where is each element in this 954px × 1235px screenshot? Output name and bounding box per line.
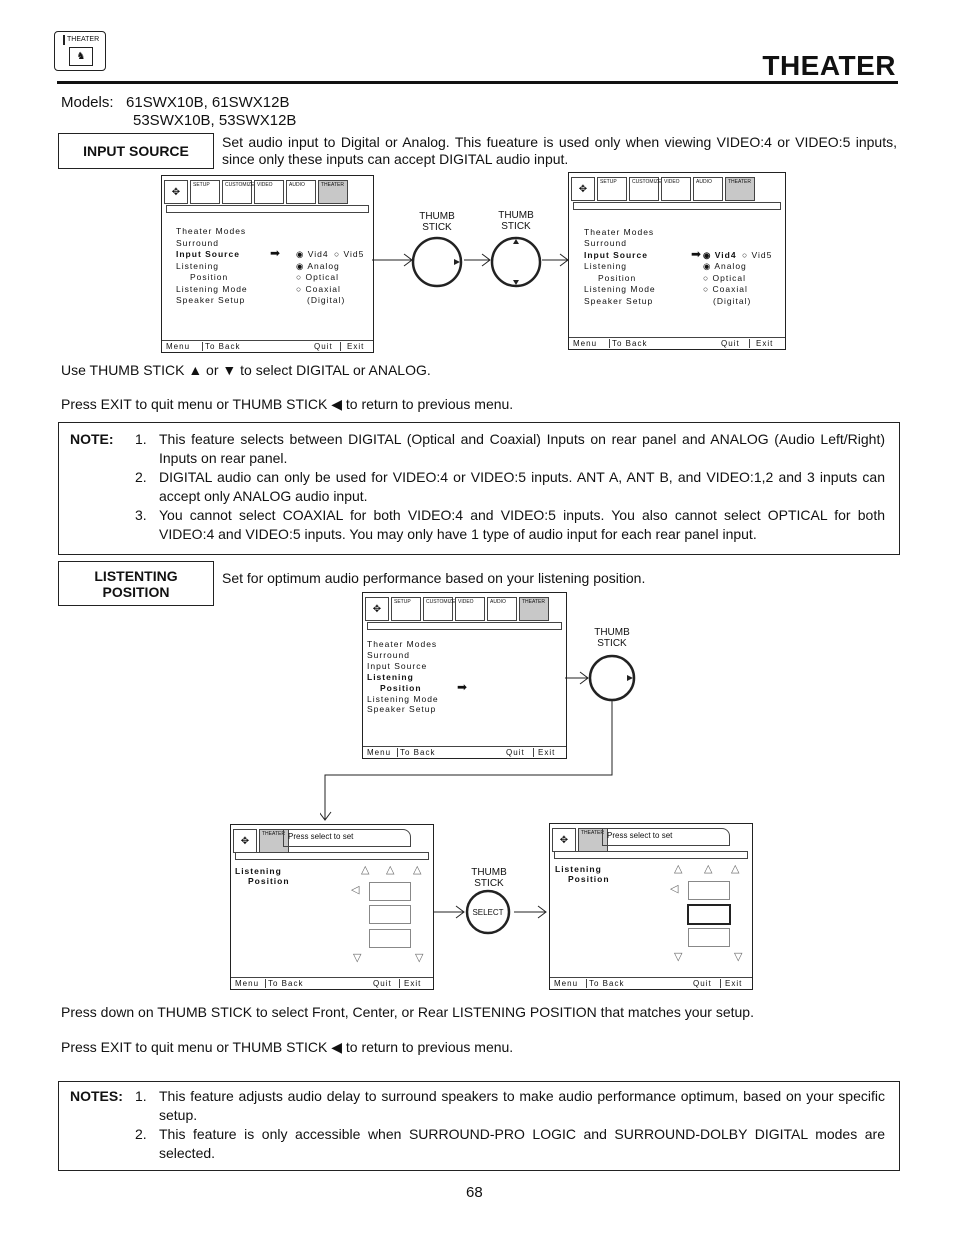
speaker-icon: △ [386,864,396,876]
selection-arrow-icon: ➡ [457,680,469,694]
tab-setup: SETUP [190,180,220,204]
menu-tab-bar [571,177,755,199]
menu-item-listening: Listening [235,866,282,876]
note-item: 1. This feature selects between DIGITAL (Optical and Coaxial) Inputs on rear panel and ANALOG (Audio Left/Right) Inputs on rear panel. [135,431,885,466]
tab-theater: THEATER [259,829,289,853]
theater-seat-icon: ♞ [69,47,93,66]
menu-item-listening: Listening [176,261,220,271]
thumb-stick-label-2: THUMB STICK [498,210,534,232]
menu-footer: Menu To Back Quit Exit [550,977,752,989]
tab-audio: AUDIO [286,180,316,204]
menu-footer: Menu To Back Quit Exit [162,340,373,352]
models-label: Models: [61,94,114,111]
notes-list [135,1087,885,1163]
listening-position-description: Set for optimum audio performance based on your listening position. [222,570,646,586]
tab-theater: THEATER [725,177,755,201]
listening-position-select-screen-1 [230,824,434,990]
instruction-exit-2: Press EXIT to quit menu or THUMB STICK ◀ to return to previous menu. [61,1039,514,1055]
input-source-screen-digital [568,172,786,350]
note-item: 2. DIGITAL audio can only be used for VIDEO:4 or VIDEO:5 inputs. ANT A, ANT B, and VIDEO:1,2 and 3 inputs can accept only ANALOG audio input. [135,469,885,504]
input-source-label: INPUT SOURCE [58,133,214,169]
menu-separator [573,202,781,210]
speaker-icon: ▽ [353,952,363,964]
menu-item-position: Position [190,272,229,282]
note-heading: NOTE: [70,431,114,447]
tab-video: VIDEO [254,180,284,204]
menu-separator [235,852,429,860]
tab-customize: CUSTOMIZE [222,180,252,204]
instruction-select-digital-analog: Use THUMB STICK ▲ or ▼ to select DIGITAL or ANALOG. [61,362,431,378]
models-line2: 53SWX10B, 53SWX12B [133,112,297,129]
seat-front [688,881,730,900]
menu-footer: Menu To Back Quit Exit [569,337,785,349]
note-item: 1. This feature adjusts audio delay to surround speakers to make audio performance optimum, based on your specific setup. [135,1088,885,1123]
instruction-exit-1: Press EXIT to quit menu or THUMB STICK ◀ to return to previous menu. [61,396,514,412]
radio-vid5: ○ Vid5 [334,249,365,259]
menu-item-surround: Surround [584,238,627,248]
speaker-icon: ◁ [670,883,680,895]
speaker-icon: △ [413,864,423,876]
tab-audio: AUDIO [487,597,517,621]
page-title: THEATER [762,50,896,81]
menu-item-listening-mode: Listening Mode [176,284,248,294]
selection-arrow-icon: ➡ [270,246,282,260]
seat-rear [369,929,411,948]
tab-theater: THEATER [519,597,549,621]
header-rule [57,81,898,84]
listening-position-select-screen-2 [549,823,753,990]
joystick-icon: ✥ [365,597,389,621]
menu-tab-bar [164,180,348,202]
note-box-input-source [58,422,900,555]
tab-customize: CUSTOMIZE [423,597,453,621]
menu-item-position: Position [380,683,422,693]
note-item: 3. You cannot select COAXIAL for both VIDEO:4 and VIDEO:5 inputs. You also cannot select OPTICAL for both VIDEO:4 and VIDEO:5 inputs. You may only have 1 type of audio input for each rear panel input. [135,507,885,542]
tab-theater: THEATER [578,828,608,852]
page-number: 68 [466,1184,483,1201]
menu-item-speaker-setup: Speaker Setup [584,296,654,306]
menu-item-position: Position [598,273,637,283]
tab-theater: THEATER [318,180,348,204]
thumb-stick-label-3: THUMB STICK [594,627,630,649]
speaker-icon: ▽ [734,951,744,963]
note-list [135,430,885,544]
menu-item-speaker-setup: Speaker Setup [367,704,437,714]
menu-tab-bar [552,828,608,850]
speaker-icon: ◁ [351,884,361,896]
label-digital: (Digital) [713,296,752,306]
thumb-stick-label-4: THUMB STICK [471,867,507,889]
radio-optical: ○ Optical [703,273,746,283]
menu-item-surround: Surround [367,650,410,660]
tab-customize: CUSTOMIZE [629,177,659,201]
menu-item-listening: Listening [367,672,414,682]
speaker-icon: △ [361,864,371,876]
speaker-icon: ▽ [674,951,684,963]
radio-analog: ◉ Analog [703,261,747,271]
menu-item-surround: Surround [176,238,219,248]
menu-tab-bar [365,597,549,619]
speaker-icon: ▽ [415,952,425,964]
menu-item-listening-mode: Listening Mode [584,284,656,294]
menu-item-input-source: Input Source [367,661,428,671]
selection-arrow-icon: ➡ [691,247,703,261]
theater-header-icon [54,31,106,71]
seat-center-selected [687,904,731,925]
seat-rear [688,928,730,947]
select-button-label: SELECT [472,908,504,917]
radio-coaxial: ○ Coaxial [703,284,748,294]
joystick-icon: ✥ [571,177,595,201]
speaker-icon: △ [674,863,684,875]
menu-footer: Menu To Back Quit Exit [363,746,566,758]
models-line1: 61SWX10B, 61SWX12B [126,94,290,111]
seat-center [369,905,411,924]
menu-item-position: Position [248,876,290,886]
radio-analog: ◉ Analog [296,261,340,271]
thumb-stick-diagram-top [372,230,572,300]
joystick-icon: ✥ [164,180,188,204]
tab-video: VIDEO [455,597,485,621]
press-select-hint: Press select to set [283,829,411,847]
note-item: 2. This feature is only accessible when SURROUND-PRO LOGIC and SURROUND-DOLBY DIGITAL modes are selected. [135,1126,885,1161]
menu-tab-bar [233,829,289,851]
seat-front [369,882,411,901]
menu-item-theater-modes: Theater Modes [367,639,438,649]
input-source-screen-analog [161,175,374,353]
tab-video: VIDEO [661,177,691,201]
tab-setup: SETUP [391,597,421,621]
joystick-icon: ✥ [552,828,576,852]
radio-vid4: ◉ Vid4 [703,250,737,260]
flow-connector-lines [320,648,640,828]
speaker-icon: △ [704,863,714,875]
radio-vid4: ◉ Vid4 [296,249,329,259]
menu-item-theater-modes: Theater Modes [176,226,247,236]
radio-vid5: ○ Vid5 [742,250,773,260]
models-block [61,94,296,130]
menu-separator [554,851,748,859]
tab-setup: SETUP [597,177,627,201]
speaker-icon: △ [731,863,741,875]
note-box-listening-position [58,1081,900,1171]
thumb-stick-label-1: THUMB STICK [419,211,455,233]
menu-item-theater-modes: Theater Modes [584,227,655,237]
menu-item-position: Position [568,874,610,884]
notes-heading: NOTES: [70,1088,123,1104]
header-icon-label: THEATER [67,36,100,43]
menu-item-input-source: Input Source [176,249,240,259]
menu-footer: Menu To Back Quit Exit [231,977,433,989]
menu-separator [367,622,562,630]
radio-optical: ○ Optical [296,272,339,282]
menu-separator [166,205,369,213]
input-source-description: Set audio input to Digital or Analog. This fueature is used only when viewing VIDEO:4 or VIDEO:5 inputs, since only these inputs can accept DIGITAL audio input. [222,134,897,167]
listening-position-label: LISTENTING POSITION [58,561,214,606]
menu-item-speaker-setup: Speaker Setup [176,295,246,305]
menu-item-listening: Listening [584,261,628,271]
press-select-hint: Press select to set [602,828,730,846]
menu-item-listening: Listening [555,864,602,874]
label-digital: (Digital) [307,295,346,305]
menu-item-listening-mode: Listening Mode [367,694,439,704]
instruction-select-position: Press down on THUMB STICK to select Front, Center, or Rear LISTENING POSITION that matches your setup. [61,1004,754,1020]
menu-item-input-source: Input Source [584,250,648,260]
tab-audio: AUDIO [693,177,723,201]
radio-coaxial: ○ Coaxial [296,284,341,294]
joystick-icon: ✥ [233,829,257,853]
